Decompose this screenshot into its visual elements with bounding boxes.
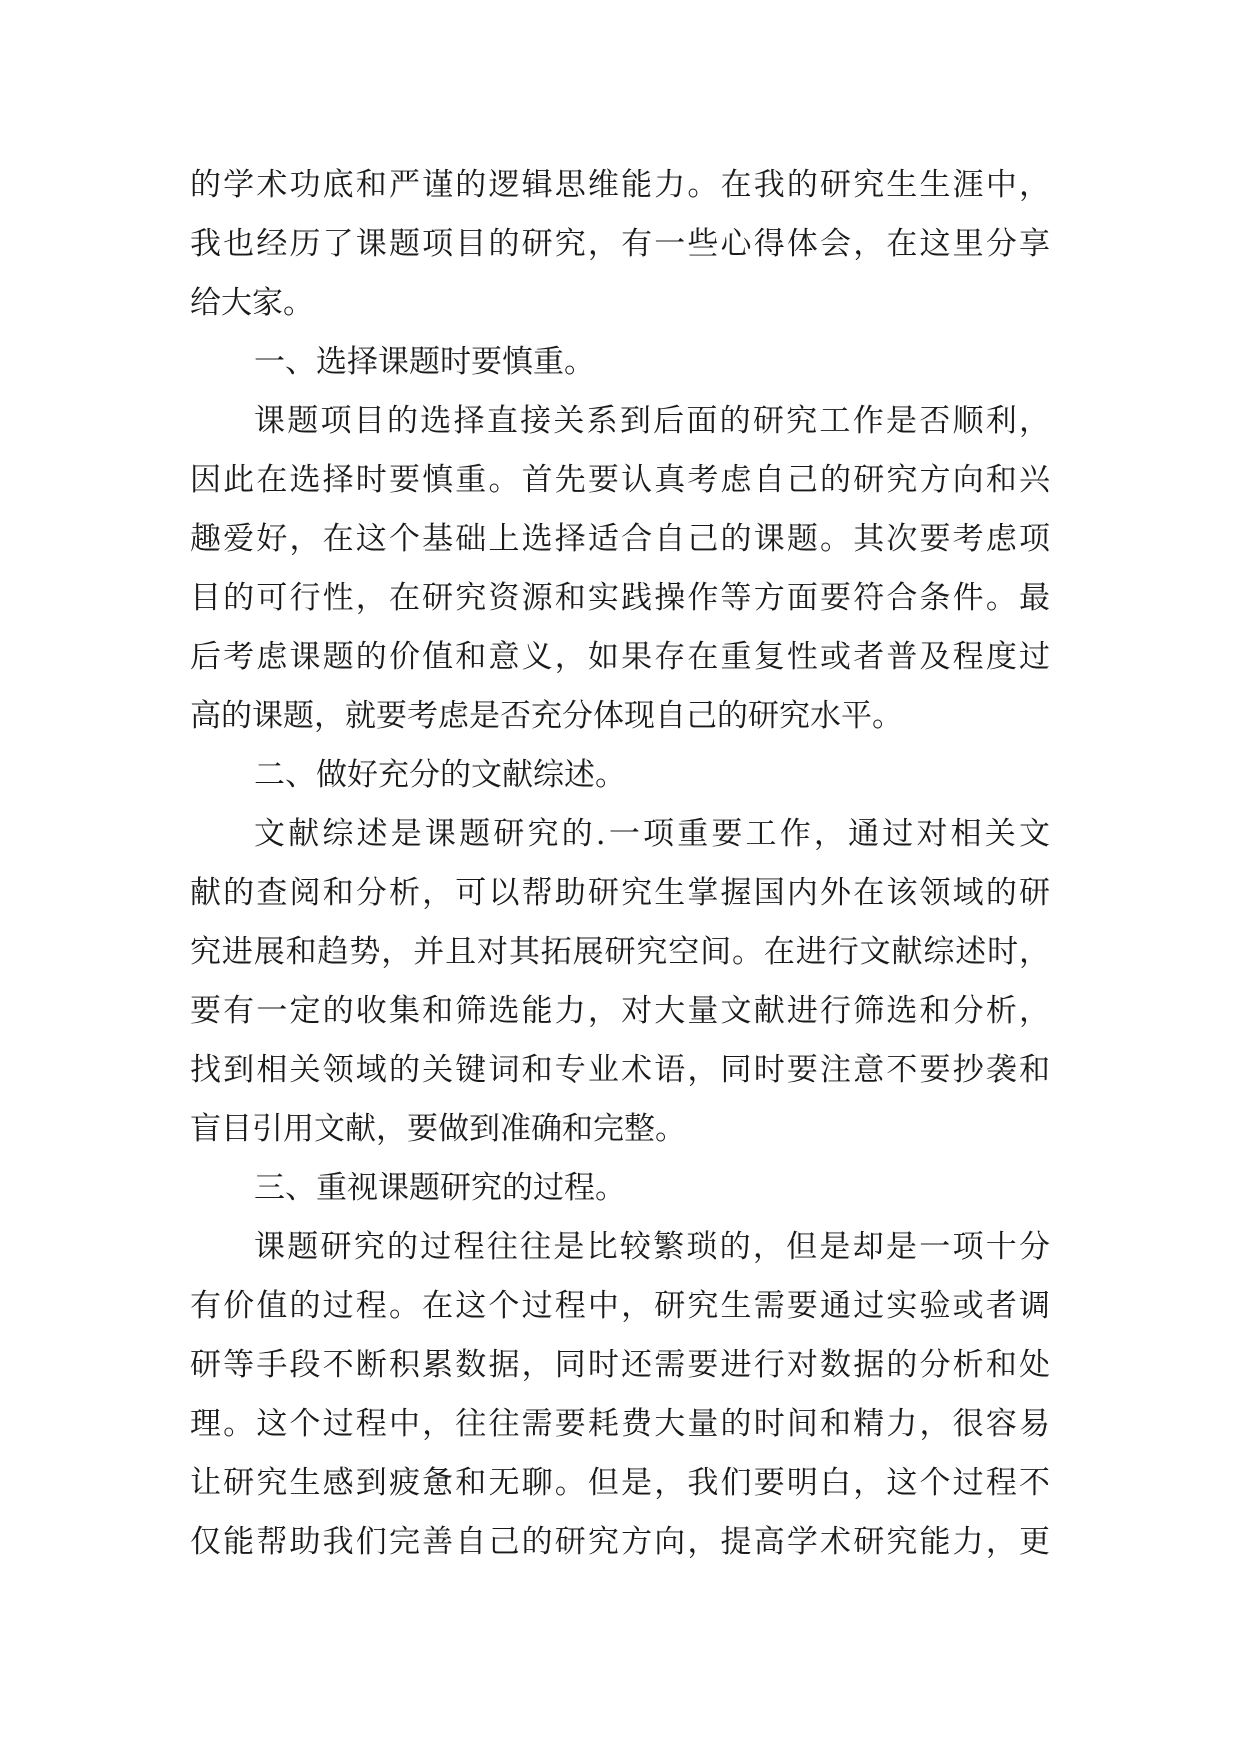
text-line: 有价值的过程。在这个过程中，研究生需要通过实验或者调 — [190, 1288, 1050, 1324]
text-line: 理。这个过程中，往往需要耗费大量的时间和精力，很容易 — [190, 1406, 1050, 1442]
text-line: 让研究生感到疲惫和无聊。但是，我们要明白，这个过程不 — [190, 1465, 1050, 1501]
text-line: 我也经历了课题项目的研究，有一些心得体会，在这里分享 — [190, 226, 1050, 262]
text-line: 给大家。 — [190, 285, 314, 321]
text-line: 趣爱好，在这个基础上选择适合自己的课题。其次要考虑项 — [190, 521, 1050, 557]
text-line: 盲目引用文献，要做到准确和完整。 — [190, 1111, 686, 1147]
text-line: 高的课题，就要考虑是否充分体现自己的研究水平。 — [190, 698, 903, 734]
text-line: 究进展和趋势，并且对其拓展研究空间。在进行文献综述时， — [190, 934, 1050, 970]
text-line: 课题项目的选择直接关系到后面的研究工作是否顺利， — [254, 403, 1050, 439]
section-heading: 三、重视课题研究的过程。 — [254, 1170, 626, 1206]
text-line: 目的可行性，在研究资源和实践操作等方面要符合条件。最 — [190, 580, 1050, 616]
text-line: 因此在选择时要慎重。首先要认真考虑自己的研究方向和兴 — [190, 462, 1050, 498]
section-heading: 一、选择课题时要慎重。 — [254, 344, 595, 380]
text-line: 课题研究的过程往往是比较繁琐的，但是却是一项十分 — [254, 1229, 1050, 1265]
text-line: 仅能帮助我们完善自己的研究方向，提高学术研究能力，更 — [190, 1524, 1050, 1560]
text-line: 要有一定的收集和筛选能力，对大量文献进行筛选和分析， — [190, 993, 1050, 1029]
text-line: 的学术功底和严谨的逻辑思维能力。在我的研究生生涯中， — [190, 167, 1050, 203]
document-body — [190, 156, 1050, 1572]
text-line: 研等手段不断积累数据，同时还需要进行对数据的分析和处 — [190, 1347, 1050, 1383]
section-heading: 二、做好充分的文献综述。 — [254, 757, 626, 793]
text-line: 文献综述是课题研究的.一项重要工作，通过对相关文 — [254, 816, 1050, 852]
text-line: 献的查阅和分析，可以帮助研究生掌握国内外在该领域的研 — [190, 875, 1050, 911]
text-line: 后考虑课题的价值和意义，如果存在重复性或者普及程度过 — [190, 639, 1050, 675]
text-line: 找到相关领域的关键词和专业术语，同时要注意不要抄袭和 — [190, 1052, 1050, 1088]
